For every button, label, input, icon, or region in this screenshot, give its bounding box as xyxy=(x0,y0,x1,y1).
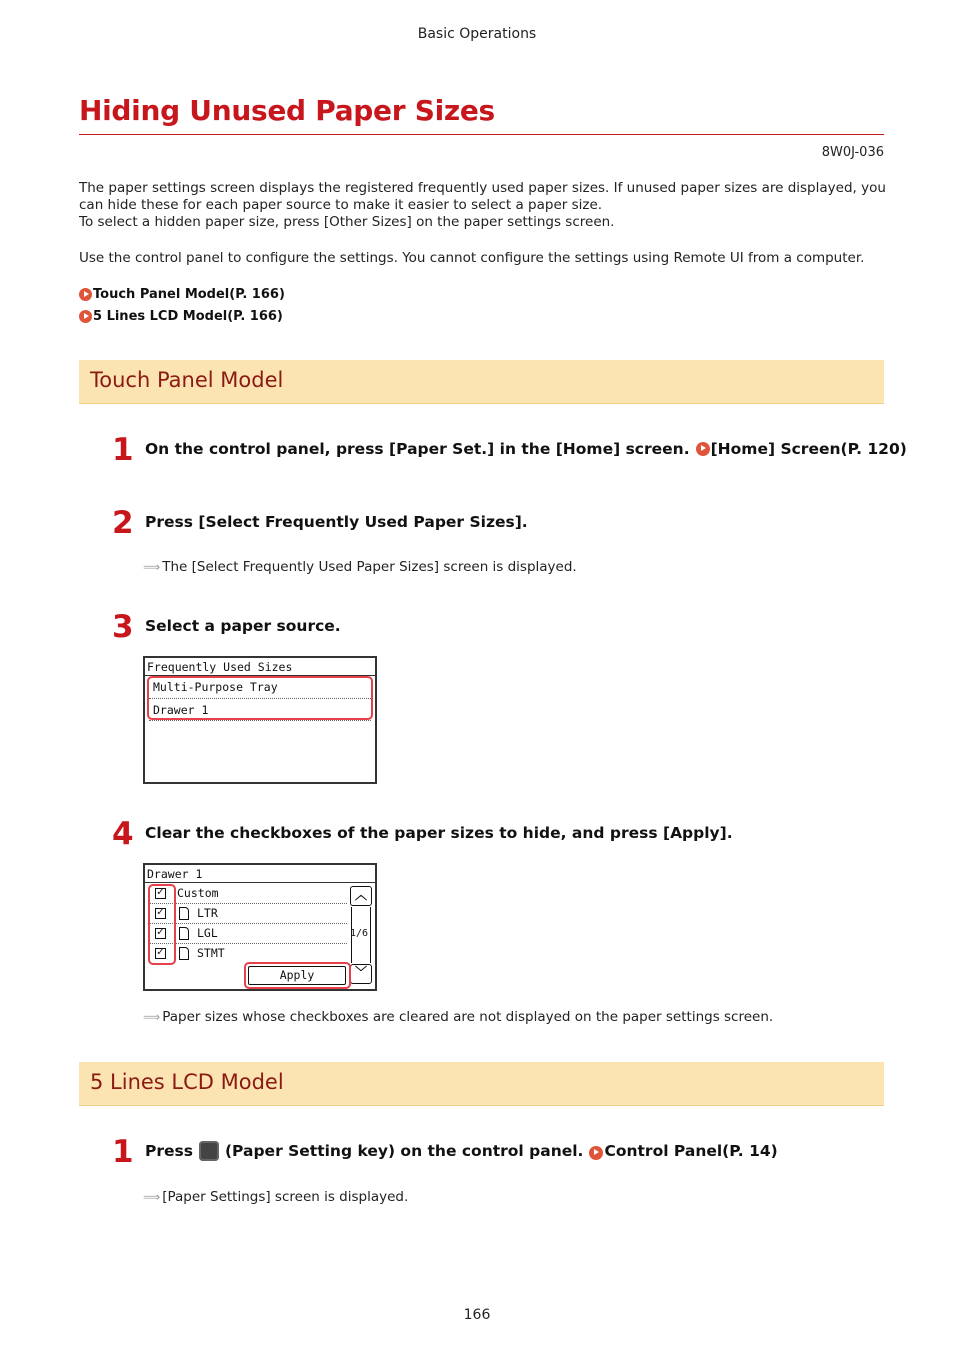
step-number: 1 xyxy=(112,1134,134,1170)
running-header: Basic Operations xyxy=(417,26,537,42)
intro-line-2: can hide these for each paper source to make it easier to select a paper size. xyxy=(79,197,603,213)
divider xyxy=(149,903,347,904)
checkbox-stmt[interactable]: ✓ xyxy=(156,947,165,958)
link-touch-panel-model[interactable] xyxy=(79,287,285,302)
result-arrow-icon: ⟹ xyxy=(143,560,159,574)
step-2-instruction: Press [Select Frequently Used Paper Sizes]. xyxy=(145,513,528,531)
document-code: 8W0J-036 xyxy=(821,145,884,160)
paper-portrait-icon xyxy=(179,947,189,960)
size-label: LTR xyxy=(197,906,218,920)
list-item-multi-purpose-tray[interactable]: Multi-Purpose Tray xyxy=(153,680,278,694)
section-5-lines-lcd-model xyxy=(79,1062,884,1106)
drawer-1-screen xyxy=(143,863,377,991)
step-number: 3 xyxy=(112,609,134,645)
divider xyxy=(149,943,347,944)
title-divider xyxy=(79,134,884,135)
divider xyxy=(149,923,347,924)
list-item-drawer-1[interactable]: Drawer 1 xyxy=(153,703,209,717)
page-title: Hiding Unused Paper Sizes xyxy=(79,94,495,127)
size-label: LGL xyxy=(197,926,218,940)
apply-label: Apply xyxy=(279,968,315,982)
step-1-instruction xyxy=(145,440,907,458)
result-text: The [Select Frequently Used Paper Sizes] screen is displayed. xyxy=(162,559,577,575)
screen-title: Frequently Used Sizes xyxy=(147,660,293,674)
step-2-result xyxy=(143,559,577,575)
intro-line-1: The paper settings screen displays the registered frequently used paper sizes. If unused paper sizes are displayed, you xyxy=(79,180,886,196)
lcd-step-1-instruction xyxy=(145,1141,778,1161)
step-text: On the control panel, press [Paper Set.] in the [Home] screen. xyxy=(145,440,690,458)
frequently-used-sizes-screen xyxy=(143,656,377,784)
step-4-result xyxy=(143,1009,773,1025)
intro-line-3: To select a hidden paper size, press [Other Sizes] on the paper settings screen. xyxy=(79,214,615,230)
step-3-instruction: Select a paper source. xyxy=(145,617,341,635)
home-screen-link[interactable]: [Home] Screen(P. 120) xyxy=(710,440,907,458)
step-4-instruction: Clear the checkboxes of the paper sizes to hide, and press [Apply]. xyxy=(145,824,733,842)
link-arrow-icon xyxy=(79,310,92,323)
paper-setting-key-icon xyxy=(199,1141,219,1161)
divider xyxy=(149,720,371,721)
lcd-step-1-result xyxy=(143,1189,408,1205)
screen-title: Drawer 1 xyxy=(147,867,203,881)
control-panel-link[interactable]: Control Panel(P. 14) xyxy=(604,1142,778,1160)
highlight-box-checkboxes xyxy=(148,884,176,965)
paper-portrait-icon xyxy=(179,927,189,940)
intro-note: Use the control panel to configure the settings. You cannot configure the settings using Remote UI from a computer. xyxy=(79,250,865,266)
page-indicator: 1/6 xyxy=(350,928,369,939)
paper-portrait-icon xyxy=(179,907,189,920)
checkbox-custom[interactable]: ✓ xyxy=(156,887,165,898)
link-arrow-icon xyxy=(589,1146,603,1160)
step-text-before: Press xyxy=(145,1142,193,1160)
link-arrow-icon xyxy=(79,288,92,301)
intro-paragraph xyxy=(79,180,889,231)
screen-title-divider xyxy=(145,882,375,883)
link-arrow-icon xyxy=(696,442,710,456)
section-heading: Touch Panel Model xyxy=(90,368,284,392)
highlight-box xyxy=(147,676,373,720)
step-number: 1 xyxy=(112,432,134,468)
scroll-down-button[interactable]: ﹀ xyxy=(350,964,372,984)
link-label: Touch Panel Model(P. 166) xyxy=(93,287,285,302)
result-arrow-icon: ⟹ xyxy=(143,1190,159,1204)
size-label: Custom xyxy=(177,886,219,900)
link-label: 5 Lines LCD Model(P. 166) xyxy=(93,309,283,324)
section-heading: 5 Lines LCD Model xyxy=(90,1070,284,1094)
step-number: 2 xyxy=(112,505,134,541)
scroll-up-button[interactable]: ︿ xyxy=(350,886,372,906)
section-touch-panel-model xyxy=(79,360,884,404)
link-5-lines-lcd-model[interactable] xyxy=(79,309,283,324)
step-text-after: (Paper Setting key) on the control panel. xyxy=(224,1142,584,1160)
checkbox-ltr[interactable]: ✓ xyxy=(156,907,165,918)
page-number: 166 xyxy=(463,1307,491,1323)
step-number: 4 xyxy=(112,816,134,852)
size-label: STMT xyxy=(197,946,225,960)
highlight-box-apply xyxy=(244,962,351,989)
result-arrow-icon: ⟹ xyxy=(143,1010,159,1024)
result-text: Paper sizes whose checkboxes are cleared are not displayed on the paper settings screen. xyxy=(162,1009,774,1025)
checkbox-lgl[interactable]: ✓ xyxy=(156,927,165,938)
result-text: [Paper Settings] screen is displayed. xyxy=(162,1189,409,1205)
